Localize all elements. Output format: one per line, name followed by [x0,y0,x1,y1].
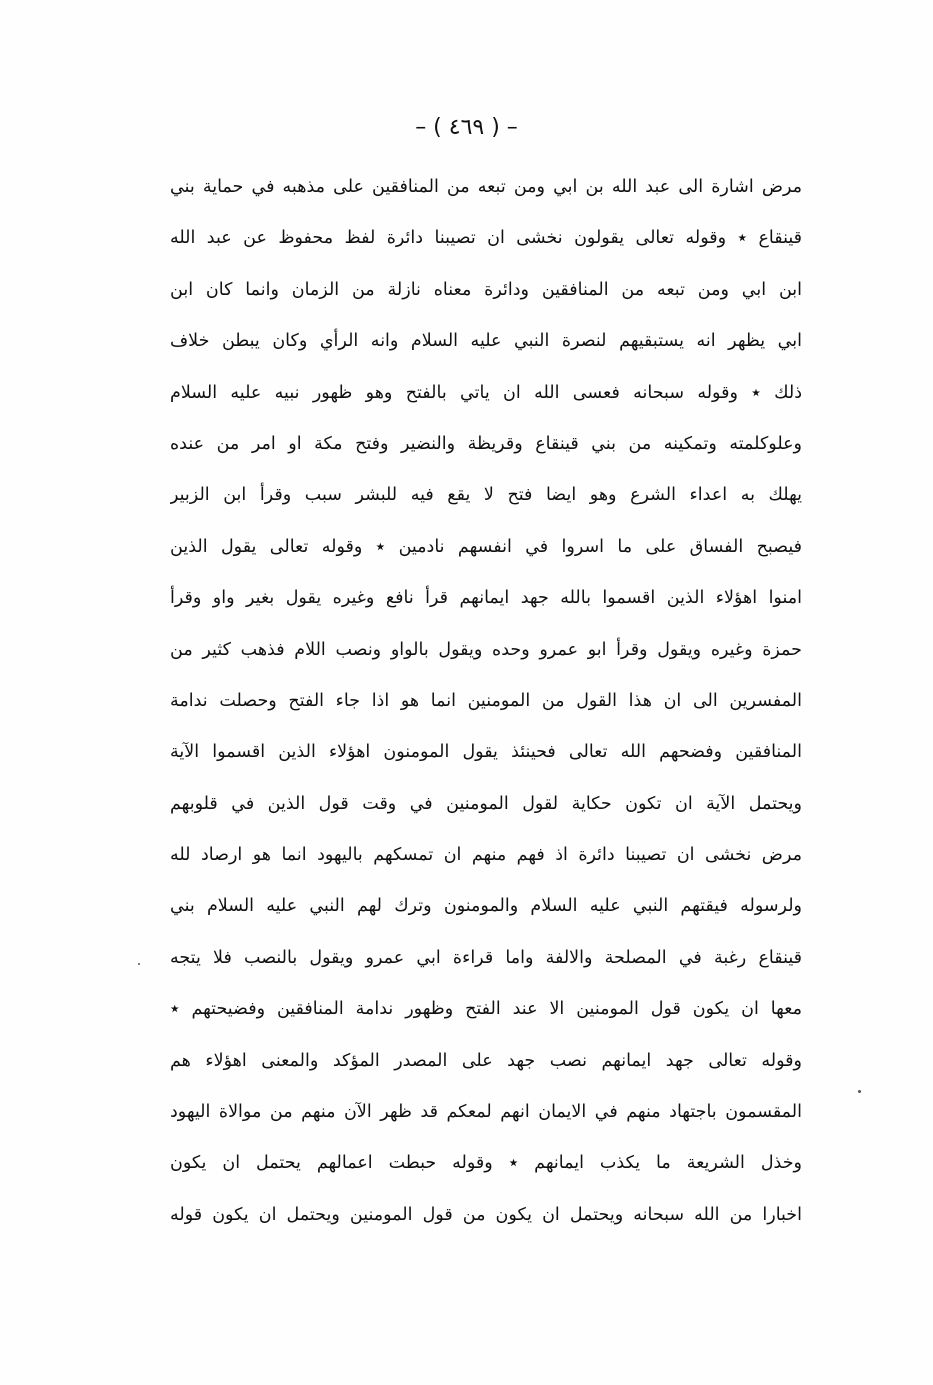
text-line: حمزة وغيره ويقول وقرأ ابو عمرو وحده ويقول بالواو ونصب اللام فذهب كثير من [170,639,802,660]
text-line: امنوا اهؤلاء الذين اقسموا بالله جهد ايمانهم قرأ نافع وغيره يقول بغير واو وقرأ [170,588,802,609]
page-number: – ( ٤٦٩ ) – [415,115,518,140]
text-line: ابن ابي ومن تبعه من المنافقين ودائرة معناه نازلة من الزمان وانما كان ابن [170,279,802,300]
scan-speck [138,963,140,965]
text-line: ويحتمل الآية ان تكون حكاية لقول المومنين في وقت قول الذين في قلوبهم [170,793,802,814]
scan-speck [858,1090,861,1093]
text-line: المفسرين الى ان هذا القول من المومنين انما هو اذا جاء الفتح وحصلت ندامة [170,690,802,711]
text-line: مرض اشارة الى عبد الله بن ابي ومن تبعه من المنافقين على مذهبه في حماية بني [170,177,802,197]
text-line: قينقاع رغبة في المصلحة والالفة واما قراءة ابي عمرو ويقول بالنصب فلا يتجه [170,947,802,968]
text-line: ذلك ٭ وقوله سبحانه فعسى الله ان ياتي بالفتح وهو ظهور نبيه عليه السلام [170,382,802,403]
text-line: معها ان يكون قول المومنين الا عند الفتح وظهور ندامة المنافقين وفضيحتهم ٭ [170,999,802,1020]
text-line: ابي يظهر انه يستبقيهم لنصرة النبي عليه السلام وانه الرأي وكان يبطن خلاف [170,331,802,352]
text-line: وقوله تعالى جهد ايمانهم نصب جهد على المصدر المؤكد والمعنى اهؤلاء هم [170,1050,802,1071]
text-line: فيصبح الفساق على ما اسروا في انفسهم نادمين ٭ وقوله تعالى يقول الذين [170,536,802,557]
text-line: وعلوكلمته وتمكينه من بني قينقاع وقريظة والنضير وفتح مكة او امر من عنده [170,433,802,454]
text-line: مرض نخشى ان تصيبنا دائرة اذ فهم منهم ان تمسكهم باليهود انما هو ارصاد لله [170,845,802,866]
body-text [170,162,802,1241]
text-line: ولرسوله فيقتهم النبي عليه السلام والمومنون وترك لهم النبي عليه السلام بني [170,896,802,917]
text-line: اخبارا من الله سبحانه ويحتمل ان يكون من قول المومنين ويحتمل ان يكون قوله [170,1204,802,1225]
text-line: قينقاع ٭ وقوله تعالى يقولون نخشى ان تصيبنا دائرة لفظ محفوظ عن عبد الله [170,228,802,249]
text-line: وخذل الشريعة ما يكذب ايمانهم ٭ وقوله حبطت اعمالهم يحتمل ان يكون [170,1153,802,1174]
text-line: المنافقين وفضحهم الله تعالى فحينئذ يقول المومنون اهؤلاء الذين اقسموا الآية [170,742,802,763]
text-line: المقسمون باجتهاد منهم في الايمان انهم لمعكم قد ظهر الآن منهم من موالاة اليهود [170,1102,802,1123]
text-line: يهلك به اعداء الشرع وهو ايضا فتح لا يقع فيه للبشر سبب وقرأ ابن الزبير [170,485,802,506]
